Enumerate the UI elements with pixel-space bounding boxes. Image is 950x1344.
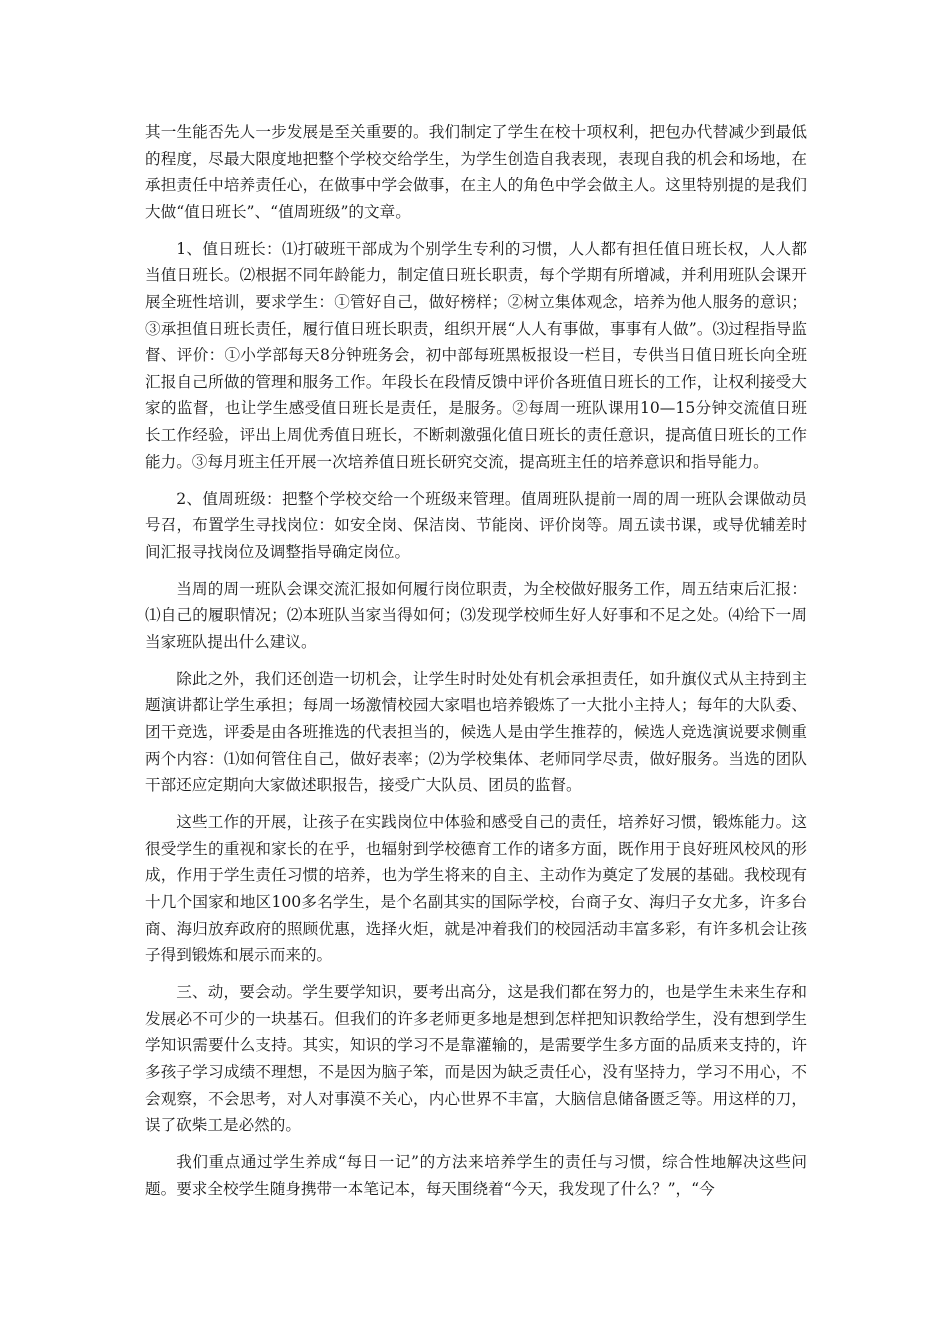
paragraph-other-opportunities: 除此之外，我们还创造一切机会，让学生时时处处有机会承担责任，如升旗仪式从主持到主题演讲都让学生承担；每周一场激情校园大家唱也培养锻炼了一大批小主持人；每年的大队委、团干竞选，评委是由各班推选的代表担当的，候选人是由学生推荐的，候选人竞选演说要求侧重两个内容：⑴如何管住自己，做好表率；⑵为学校集体、老师同学尽责，做好服务。当选的团队干部还应定期向大家做述职报告，接受广大队员、团员的监督。 <box>145 669 807 795</box>
paragraph-weekly-report: 当周的周一班队会课交流汇报如何履行岗位职责，为全校做好服务工作，周五结束后汇报：⑴自己的履职情况；⑵本班队当家当得如何；⑶发现学校师生好人好事和不足之处。⑷给下一周当家班队提出什么建议。 <box>145 579 807 651</box>
document-body <box>145 119 807 1213</box>
paragraph-duty-class: 2、值周班级：把整个学校交给一个班级来管理。值周班队提前一周的周一班队会课做动员号召，布置学生寻找岗位：如安全岗、保洁岗、节能岗、评价岗等。周五读书课，或导优辅差时间汇报寻找岗位及调整指导确定岗位。 <box>145 489 807 561</box>
paragraph-duty-monitor: 1、值日班长：⑴打破班干部成为个别学生专利的习惯，人人都有担任值日班长权，人人都当值日班长。⑵根据不同年龄能力，制定值日班长职责，每个学期有所增减，并利用班队会课开展全班性培训，要求学生：①管好自己，做好榜样；②树立集体观念，培养为他人服务的意识；③承担值日班长责任，履行值日班长职责，组织开展“人人有事做，事事有人做”。⑶过程指导监督、评价：①小学部每天8分钟班务会，初中部每班黑板报设一栏目，专供当日值日班长向全班汇报自己所做的管理和服务工作。年段长在段情反馈中评价各班值日班长的工作，让权利接受大家的监督，也让学生感受值日班长是责任，是服务。②每周一班队课用10—15分钟交流值日班长工作经验，评出上周优秀值日班长，不断刺激强化值日班长的责任意识，提高值日班长的工作能力。③每月班主任开展一次培养值日班长研究交流，提高班主任的培养意识和指导能力。 <box>145 239 807 471</box>
paragraph-daily-journal: 我们重点通过学生养成“每日一记”的方法来培养学生的责任与习惯，综合性地解决这些问题。要求全校学生随身携带一本笔记本，每天围绕着“今天，我发现了什么？”，“今 <box>145 1153 807 1198</box>
paragraph-intro: 其一生能否先人一步发展是至关重要的。我们制定了学生在校十项权利，把包办代替减少到最低的程度，尽最大限度地把整个学校交给学生，为学生创造自我表现，表现自我的机会和场地，在承担责任中培养责任心，在做事中学会做事，在主人的角色中学会做主人。这里特别提的是我们大做“值日班长”、“值周班级”的文章。 <box>145 123 807 221</box>
paragraph-outcomes: 这些工作的开展，让孩子在实践岗位中体验和感受自己的责任，培养好习惯，锻炼能力。这很受学生的重视和家长的在乎，也辐射到学校德育工作的诸多方面，既作用于良好班风校风的形成，作用于学生责任习惯的培养，也为学生将来的自主、主动作为奠定了发展的基础。我校现有十几个国家和地区100多名学生，是个名副其实的国际学校，台商子女、海归子女尤多，许多台商、海归放弃政府的照顾优惠，选择火炬，就是冲着我们的校园活动丰富多彩，有许多机会让孩子得到锻炼和展示而来的。 <box>145 813 807 965</box>
paragraph-section-three: 三、动，要会动。学生要学知识，要考出高分，这是我们都在努力的，也是学生未来生存和发展必不可少的一块基石。但我们的许多老师更多地是想到怎样把知识教给学生，没有想到学生学知识需要什么支持。其实，知识的学习不是靠灌输的，是需要学生多方面的品质来支持的，许多孩子学习成绩不理想，不是因为脑子笨，而是因为缺乏责任心，没有坚持力，学习不用心，不会观察，不会思考，对人对事漠不关心，内心世界不丰富，大脑信息储备匮乏等。用这样的刀，误了砍柴工是必然的。 <box>145 983 807 1135</box>
